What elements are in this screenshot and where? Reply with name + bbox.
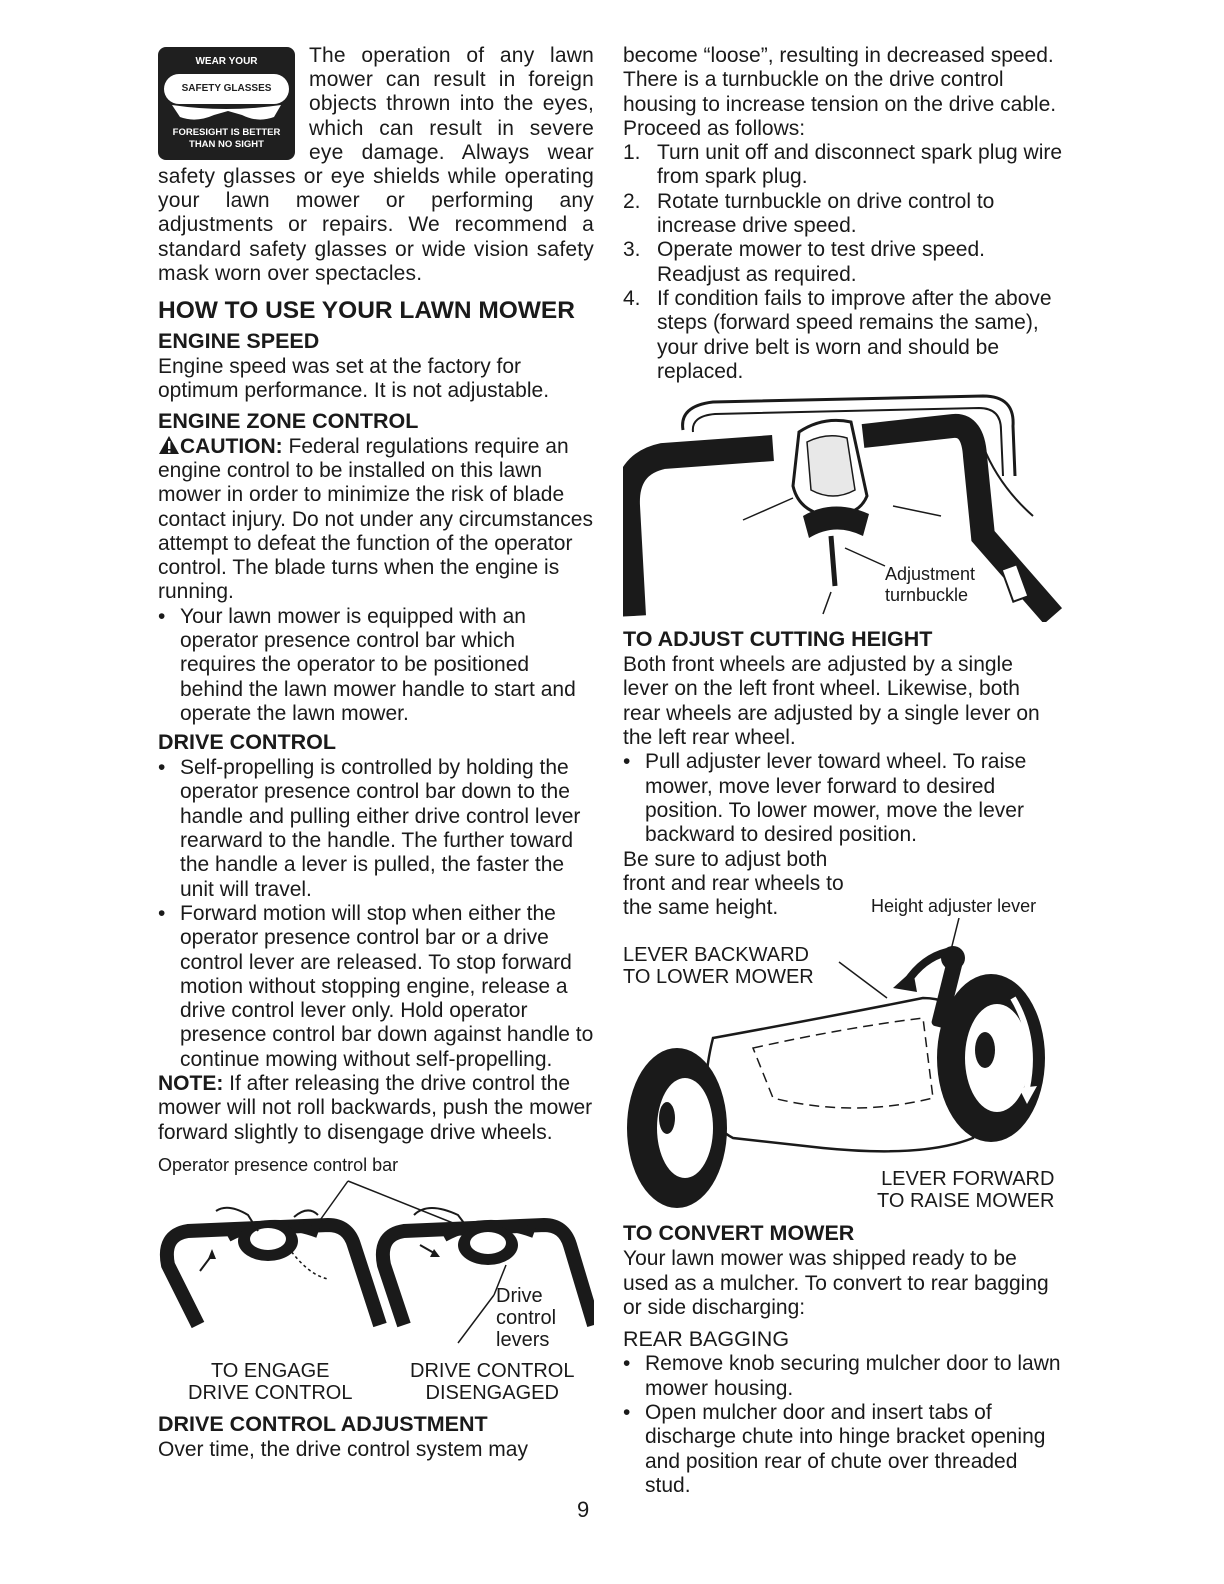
heading-how-to-use: HOW TO USE YOUR LAWN MOWER	[158, 297, 575, 325]
heading-drive-control: DRIVE CONTROL	[158, 730, 336, 755]
engage-caption: TO ENGAGE DRIVE CONTROL	[188, 1359, 353, 1404]
cutting-height-bullet	[623, 750, 1063, 847]
step-number: 1.	[623, 141, 641, 165]
heading-drive-adjustment: DRIVE CONTROL ADJUSTMENT	[158, 1411, 488, 1436]
drive-adjustment-text: Over time, the drive control system may	[158, 1437, 528, 1461]
step-text: Operate mower to test drive speed. Readjust as required.	[657, 238, 985, 286]
warning-triangle-icon	[158, 435, 180, 455]
caution-label: CAUTION:	[180, 434, 283, 458]
bullet-dot: •	[158, 756, 166, 780]
convert-text: Your lawn mower was shipped ready to be used as a mulcher. To convert to rear bagging or side discharging:	[623, 1247, 1049, 1320]
bullet-dot: •	[623, 1400, 631, 1424]
step-number: 4.	[623, 286, 641, 310]
caution-text: Federal regulations require an engine control to be installed on this lawn mower in order to minimize the risk of blade contact injury. Do not under any circumstances attempt to defeat the function of the operator control. The blade turns when the engine is running.	[158, 434, 593, 604]
turnbuckle-figure	[623, 386, 1063, 622]
note-text: If after releasing the drive control the mower will not roll backwards, push the mower forward slightly to disengage drive wheels.	[158, 1072, 593, 1144]
rear-bullet-2-text: Open mulcher door and insert tabs of discharge chute into hinge bracket opening and position rear of chute over threaded stud.	[645, 1400, 1046, 1497]
glasses-icon	[166, 103, 287, 125]
bullet-dot: •	[158, 901, 166, 925]
cutting-height-text: Both front wheels are adjusted by a single lever on the left front wheel. Likewise, both rear wheels are adjusted by a single lever on the left rear wheel.	[623, 653, 1040, 750]
note-label: NOTE:	[158, 1072, 224, 1096]
cutting-height-bullet-text: Pull adjuster lever toward wheel. To raise mower, move lever forward to desired position. To lower mower, move the lever backward to desired position.	[645, 750, 1027, 847]
heading-convert-mower: TO CONVERT MOWER	[623, 1221, 855, 1246]
bullet-dot: •	[158, 604, 166, 628]
rear-bullet-1	[623, 1352, 1063, 1401]
caution-paragraph	[158, 435, 594, 605]
safety-glasses-badge	[158, 47, 295, 160]
step-4	[623, 287, 1063, 384]
drive-bullet-2-text: Forward motion will stop when either the operator presence control bar or a drive control lever are released. To stop forward motion without stopping engine, release a drive control lever only. Hold operator presence control bar down against handle to continue mowing without self-propelling.	[180, 901, 594, 1071]
badge-line2: SAFETY GLASSES	[164, 74, 289, 104]
page-number: 9	[577, 1497, 590, 1522]
turnbuckle-label: Adjustment turnbuckle	[885, 564, 976, 606]
adjustment-continued: become “loose”, resulting in decreased speed. There is a turnbuckle on the drive control housing to increase tension on the drive cable. Proceed as follows:	[623, 44, 1057, 140]
step-number: 2.	[623, 189, 641, 213]
heading-cutting-height: TO ADJUST CUTTING HEIGHT	[623, 627, 933, 652]
lever-forward-label: LEVER FORWARD TO RAISE MOWER	[877, 1168, 1055, 1213]
drive-bullet-1	[158, 756, 594, 902]
left-column	[158, 44, 594, 1462]
bullet-dot: •	[623, 1352, 631, 1376]
step-text: Turn unit off and disconnect spark plug wire from spark plug.	[657, 141, 1063, 189]
step-3	[623, 238, 1063, 287]
drive-bullet-2	[158, 902, 594, 1072]
zone-bullet	[158, 605, 594, 726]
step-text: Rotate turnbuckle on drive control to increase drive speed.	[657, 189, 995, 238]
heading-engine-speed: ENGINE SPEED	[158, 329, 320, 354]
disengaged-caption: DRIVE CONTROL DISENGAGED	[410, 1359, 575, 1404]
drive-control-figure	[158, 1155, 594, 1403]
drive-levers-label: Drive control levers	[496, 1284, 557, 1351]
operator-presence-label: Operator presence control bar	[158, 1154, 399, 1175]
rear-bullet-2	[623, 1401, 1063, 1498]
note-paragraph	[158, 1072, 594, 1145]
heading-engine-zone: ENGINE ZONE CONTROL	[158, 408, 419, 433]
step-text: If condition fails to improve after the above steps (forward speed remains the same), your drive belt is worn and should be replaced.	[657, 286, 1052, 383]
right-column	[623, 44, 1063, 1498]
turnbuckle-illustration	[623, 386, 1063, 622]
zone-bullet-text: Your lawn mower is equipped with an operator presence control bar which requires the operator to be positioned behind the lawn mower handle to start and operate the lawn mower.	[180, 604, 576, 725]
badge-line3: FORESIGHT IS BETTER	[172, 127, 281, 138]
drive-bullet-1-text: Self-propelling is controlled by holding the operator presence control bar down to the handle and pulling either drive control lever rearward to the handle. The further toward the handle a lever is pulled, the faster the unit will travel.	[180, 756, 581, 901]
cutting-height-text-2: Be sure to adjust both front and rear wheels to the same height.	[623, 847, 844, 920]
rear-bullet-1-text: Remove knob securing mulcher door to lawn mower housing.	[645, 1352, 1061, 1400]
engine-speed-text: Engine speed was set at the factory for optimum performance. It is not adjustable.	[158, 355, 550, 403]
bullet-dot: •	[623, 750, 631, 774]
step-1	[623, 141, 1063, 190]
step-2	[623, 190, 1063, 239]
badge-slogan	[158, 127, 295, 151]
lever-backward-label: LEVER BACKWARD TO LOWER MOWER	[623, 944, 814, 989]
badge-line1: WEAR YOUR	[195, 56, 258, 67]
step-number: 3.	[623, 238, 641, 262]
height-adjuster-label: Height adjuster lever	[871, 896, 1037, 917]
height-adjuster-figure	[623, 896, 1063, 1216]
safety-intro: The operation of any lawn mower can result in foreign objects thrown into the eyes, which can result in severe eye damage. Always wear safety glasses or eye shields while operating your lawn mower or performing any adjustments or repairs. We recommend a standard safety glasses or wide vision safety mask worn over spectacles.	[158, 44, 594, 285]
badge-line4: THAN NO SIGHT	[189, 139, 264, 150]
rear-bagging-heading: REAR BAGGING	[623, 1327, 790, 1352]
